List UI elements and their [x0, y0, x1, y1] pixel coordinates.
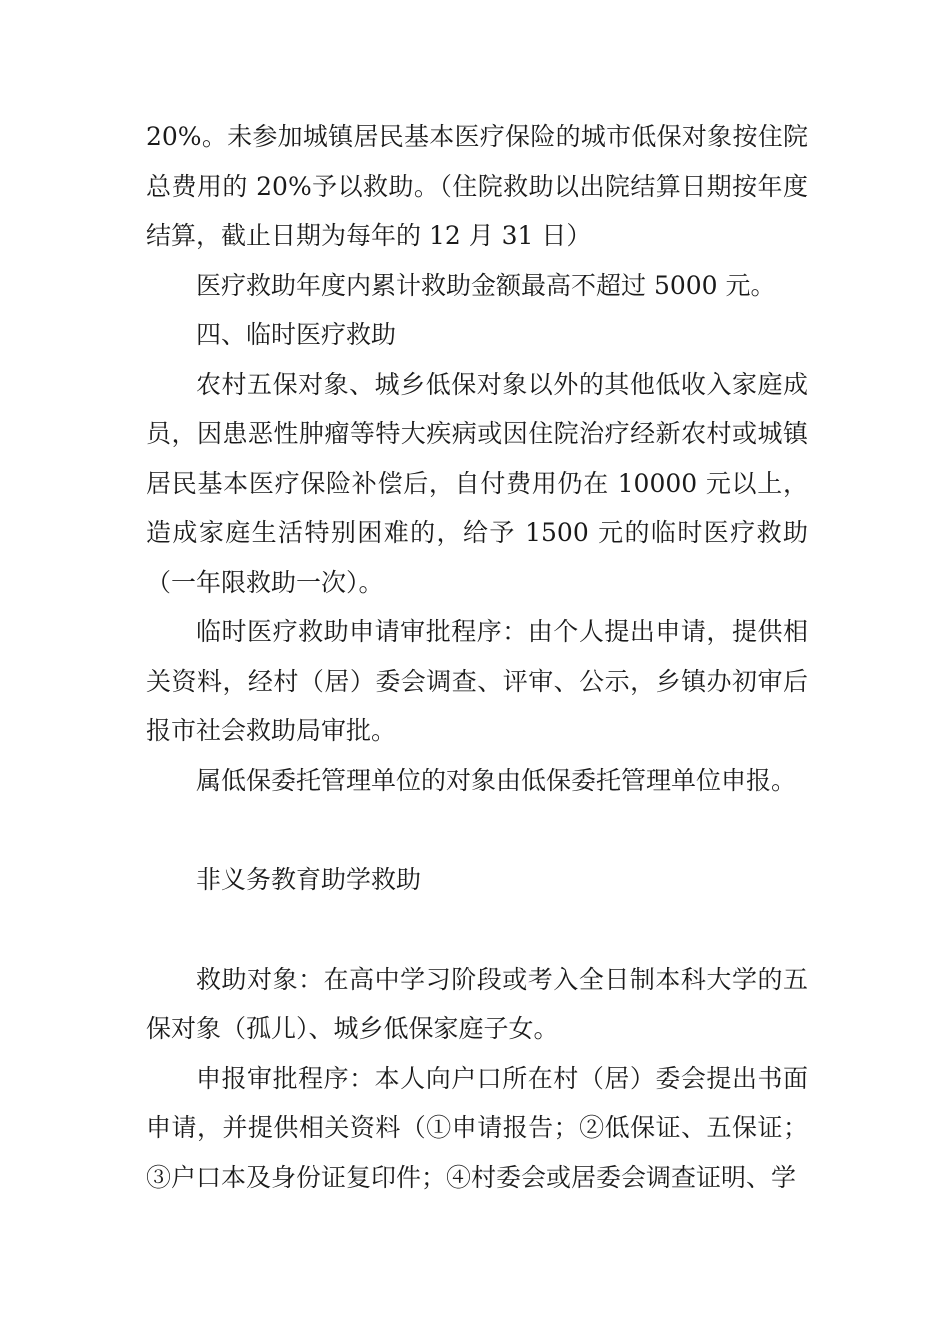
paragraph-temporary-aid-procedure: 临时医疗救助申请审批程序：由个人提出申请，提供相关资料，经村（居）委会调查、评审、公示，乡镇办初审后报市社会救助局审批。 [146, 617, 808, 745]
paragraph-hospital-aid: 20%。未参加城镇居民基本医疗保险的城市低保对象按住院总费用的 20%予以救助。（住院救助以出院结算日期按年度结算，截止日期为每年的 12 月 31 日） [146, 122, 808, 250]
document-body [146, 112, 808, 1202]
paragraph-education-aid-procedure: 申报审批程序：本人向户口所在村（居）委会提出书面申请，并提供相关资料（①申请报告；②低保证、五保证；③户口本及身份证复印件；④村委会或居委会调查证明、学 [146, 1063, 808, 1192]
section-heading-education-aid: 非义务教育助学救助 [196, 865, 422, 894]
paragraph-annual-limit: 医疗救助年度内累计救助金额最高不超过 5000 元。 [196, 270, 776, 300]
paragraph-entrusted-units: 属低保委托管理单位的对象由低保委托管理单位申报。 [196, 765, 797, 795]
section-heading-temporary-medical-aid: 四、临时医疗救助 [196, 320, 397, 349]
blank-line [146, 905, 808, 955]
blank-line [146, 805, 808, 855]
paragraph-education-aid-recipients: 救助对象：在高中学习阶段或考入全日制本科大学的五保对象（孤儿）、城乡低保家庭子女。 [146, 964, 808, 1043]
paragraph-temporary-aid-eligibility: 农村五保对象、城乡低保对象以外的其他低收入家庭成员，因患恶性肿瘤等特大疾病或因住院治疗经新农村或城镇居民基本医疗保险补偿后，自付费用仍在 10000 元以上，造成家庭生活特别困难的，给予 1500 元的临时医疗救助（一年限救助一次）。 [146, 369, 808, 597]
